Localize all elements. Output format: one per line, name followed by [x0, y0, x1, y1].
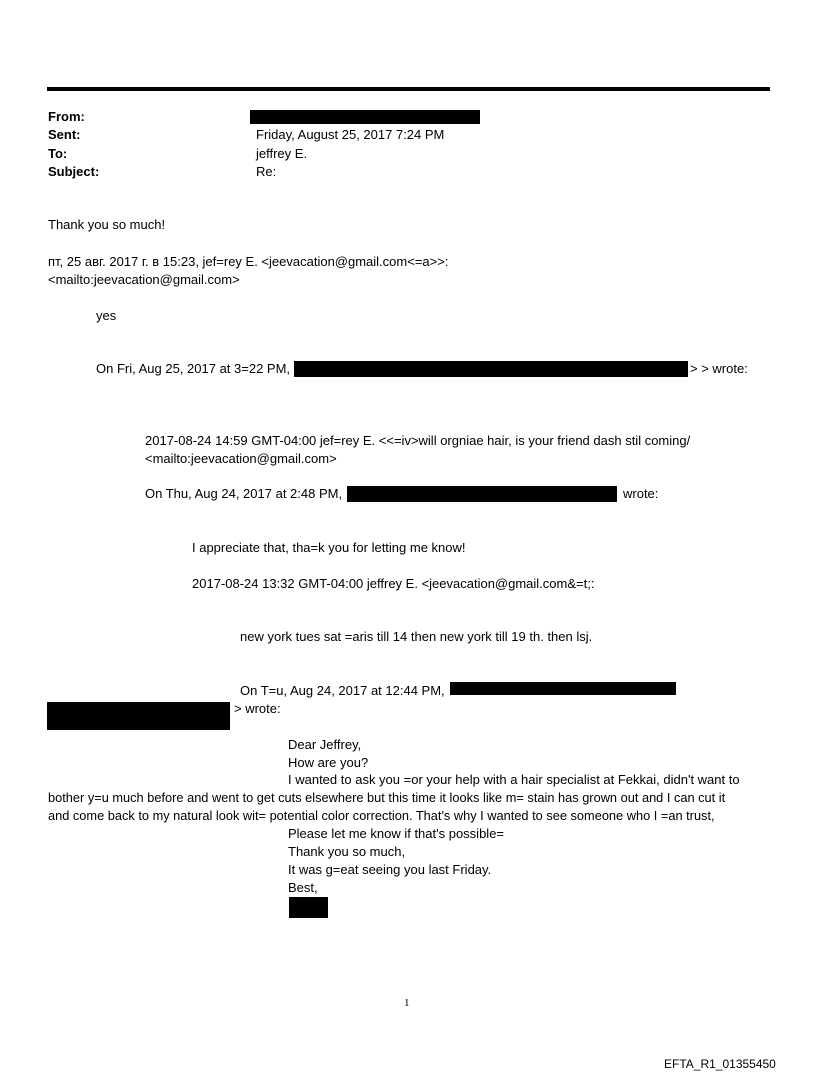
body-line: Thank you so much,: [288, 844, 406, 859]
redaction-sender: [450, 682, 676, 695]
body-line: On T=u, Aug 24, 2017 at 12:44 PM,: [240, 683, 445, 698]
body-line: and come back to my natural look wit= potential color correction. That's why I wanted to see someone who I =an trust,: [48, 808, 715, 823]
body-line: On Fri, Aug 25, 2017 at 3=22 PM,: [96, 361, 291, 376]
body-line: yes: [96, 308, 117, 323]
body-line: 2017-08-24 13:32 GMT-04:00 jeffrey E. <jeevacation@gmail.com&=t;:: [192, 576, 595, 591]
body-line: Best,: [288, 880, 318, 895]
body-line: > > wrote:: [690, 361, 748, 376]
redaction-from: [250, 110, 480, 124]
body-line: Dear Jeffrey,: [288, 737, 362, 752]
body-line: It was g=eat seeing you last Friday.: [288, 862, 492, 877]
body-line: > wrote:: [234, 701, 281, 716]
sent-value: Friday, August 25, 2017 7:24 PM: [256, 127, 445, 142]
subject-label: Subject:: [48, 164, 100, 179]
body-line: пт, 25 авг. 2017 г. в 15:23, jef=rey E. <jeevacation@gmail.com<=a>>:: [48, 254, 449, 269]
body-line: How are you?: [288, 755, 369, 770]
body-line: <mailto:jeevacation@gmail.com>: [48, 272, 240, 287]
sent-label: Sent:: [48, 127, 81, 142]
page-number: 1: [404, 997, 410, 1009]
redaction-sender: [347, 486, 617, 502]
body-line: I wanted to ask you =or your help with a hair specialist at Fekkai, didn't want to: [288, 772, 740, 787]
redaction-signature: [289, 897, 328, 918]
body-line: On Thu, Aug 24, 2017 at 2:48 PM,: [145, 486, 343, 501]
redaction-sender: [47, 702, 230, 730]
body-line: Please let me know if that's possible=: [288, 826, 505, 841]
body-line: I appreciate that, tha=k you for letting me know!: [192, 540, 466, 555]
to-value: jeffrey E.: [256, 146, 308, 161]
body-line: Thank you so much!: [48, 217, 166, 232]
redaction-sender: [294, 361, 688, 377]
from-label: From:: [48, 109, 85, 124]
body-line: 2017-08-24 14:59 GMT-04:00 jef=rey E. <<=iv>will orgniae hair, is your friend dash stil coming/: [145, 433, 691, 448]
body-line: wrote:: [623, 486, 659, 501]
body-line: new york tues sat =aris till 14 then new york till 19 th. then lsj.: [240, 629, 593, 644]
subject-value: Re:: [256, 164, 277, 179]
to-label: To:: [48, 146, 68, 161]
header-rule: [47, 87, 770, 91]
body-line: <mailto:jeevacation@gmail.com>: [145, 451, 337, 466]
document-id: EFTA_R1_01355450: [664, 1057, 776, 1071]
body-line: bother y=u much before and went to get cuts elsewhere but this time it looks like m= stain has grown out and I can cut it: [48, 790, 726, 805]
